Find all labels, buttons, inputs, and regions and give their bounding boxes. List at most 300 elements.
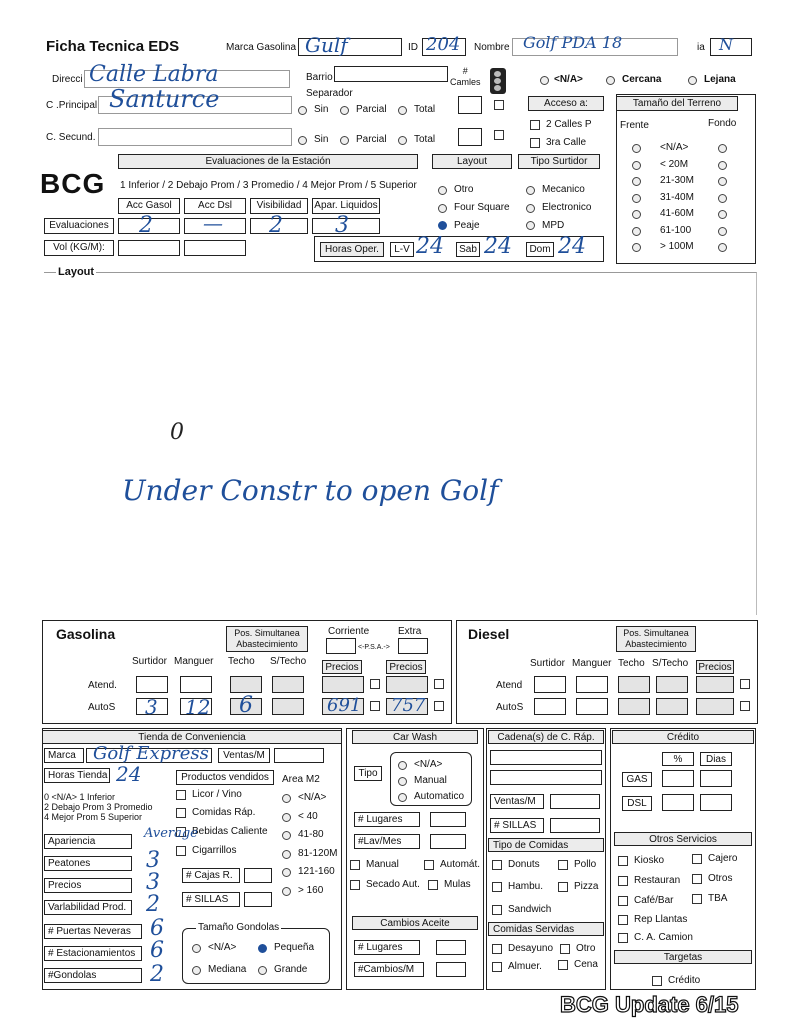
dsl-col-precios: Precios: [696, 660, 734, 674]
col-apar-liquidos: Apar. Liquidos: [312, 198, 380, 214]
tienda-ventas-field[interactable]: [274, 748, 324, 763]
proximity-cercana-radio[interactable]: [606, 76, 615, 85]
rating-peatones-label: Peatones: [44, 856, 132, 871]
frente-label: Frente: [620, 120, 649, 131]
comida-sandwich-label: Sandwich: [508, 904, 552, 915]
gas-atend-extra-check[interactable]: [434, 679, 444, 689]
carwash-secado-check-label: Secado Aut.: [366, 879, 420, 890]
layout-otro-radio[interactable]: [438, 186, 447, 195]
terreno-fondo-radio[interactable]: [718, 227, 727, 236]
carwash-automat-check-label: Automát.: [440, 859, 481, 870]
id-label: ID: [408, 42, 418, 53]
col-acc-dsl: Acc Dsl: [184, 198, 246, 214]
corriente-label: Corriente: [328, 626, 370, 637]
marca-gasolina-value: Gulf: [305, 33, 348, 57]
fondo-label: Fondo: [708, 118, 737, 129]
camiles-field-1[interactable]: [458, 96, 482, 114]
comida-pollo-check[interactable]: [558, 860, 568, 870]
puertas-label: # Puertas Neveras: [44, 924, 142, 939]
layout-area-label: Layout: [58, 266, 95, 278]
dsl-atend-precio[interactable]: [696, 676, 734, 693]
prod-bebidas-label: Bebidas Caliente: [192, 826, 268, 837]
layout-foursquare-label: Four Square: [454, 202, 510, 213]
carwash-manual-radio[interactable]: [398, 777, 407, 786]
lv-label: L-V: [390, 242, 414, 257]
vol-field-2[interactable]: [184, 240, 246, 256]
sep2-total-label: Total: [414, 134, 436, 145]
diesel-title: Diesel: [468, 626, 510, 642]
horas-oper-label: Horas Oper.: [320, 242, 384, 257]
otro-tba-check[interactable]: [692, 894, 702, 904]
productos-label: Productos vendidos: [176, 770, 274, 785]
sep2-sin-label: Sin: [314, 134, 329, 145]
area-m2-option-label: 81-120M: [298, 847, 338, 859]
area-m2-radio[interactable]: [282, 887, 291, 896]
cambios-lugares-field[interactable]: [436, 940, 466, 955]
terreno-fondo-radio[interactable]: [718, 243, 727, 252]
carwash-automat-check[interactable]: [424, 860, 434, 870]
carwash-tipo-label: Tipo: [354, 766, 382, 781]
estacionamientos-label: # Estacionamientos: [44, 946, 142, 961]
sep2-parcial-radio[interactable]: [340, 136, 349, 145]
terreno-frente-radio[interactable]: [632, 210, 641, 219]
gas-atend-surtidor[interactable]: [136, 676, 168, 693]
terreno-option-label: > 100M: [660, 241, 694, 252]
acceso-3racalle-check[interactable]: [530, 138, 540, 148]
form-title: Ficha Tecnica EDS: [46, 38, 180, 55]
terreno-header: Tamaño del Terreno: [616, 96, 738, 111]
id-value: 204: [426, 34, 461, 55]
eval-acc-gasol-value: 2: [139, 213, 153, 238]
otro-otros-label: Otros: [708, 873, 733, 884]
rating-peatones-value: 3: [146, 848, 160, 873]
credito-dsl-label: DSL: [622, 796, 652, 811]
dsl-autos-techo[interactable]: [618, 698, 650, 715]
area-m2-radio[interactable]: [282, 831, 291, 840]
prod-licor-check[interactable]: [176, 790, 186, 800]
surtidor-mecanico-radio[interactable]: [526, 186, 535, 195]
cadena-field-1[interactable]: [490, 750, 602, 765]
evaluaciones-header: Evaluaciones de la Estación: [118, 154, 418, 169]
precio-corriente-value: 691: [327, 695, 362, 716]
camiles-check-2[interactable]: [494, 130, 504, 140]
acceso-2calles-label: 2 Calles P: [546, 119, 592, 130]
otro-cajero-check[interactable]: [692, 854, 702, 864]
bcg-logo: BCG: [40, 168, 106, 199]
carwash-na-label: <N/A>: [414, 759, 443, 770]
tienda-marca-value: Golf Express: [93, 743, 209, 764]
area-m2-radio[interactable]: [282, 850, 291, 859]
otro-tba-label: TBA: [708, 893, 728, 904]
credito-gas-dias[interactable]: [700, 770, 732, 787]
servida-desayuno-check[interactable]: [492, 944, 502, 954]
servida-almuer-label: Almuer.: [508, 961, 542, 972]
otro-cajero-label: Cajero: [708, 853, 738, 864]
gas-atend-label: Atend.: [88, 680, 117, 691]
puertas-value: 6: [150, 916, 164, 941]
rating-variabilidad-label: Varlabilidad Prod.: [44, 900, 132, 915]
proximity-lejana-label: Lejana: [704, 74, 736, 85]
eval-apar-liquidos-field[interactable]: [312, 213, 380, 238]
carwash-header: Car Wash: [352, 730, 478, 744]
comida-pizza-check[interactable]: [558, 882, 568, 892]
precio-extra-value: 757: [391, 695, 426, 716]
gondola-grande-radio[interactable]: [258, 966, 267, 975]
terreno-frente-radio[interactable]: [632, 227, 641, 236]
col-acc-gasol: Acc Gasol: [118, 198, 180, 214]
layout-otro-label: Otro: [454, 184, 474, 195]
terreno-frente-radio[interactable]: [632, 177, 641, 186]
c-principal-label: C .Principal: [46, 100, 98, 111]
cambios-lugares-label: # Lugares: [354, 940, 420, 955]
otro-camion-label: C. A. Camion: [634, 932, 693, 943]
dsl-col-techo: Techo: [618, 658, 645, 669]
carwash-lav-label: #Lav/Mes: [354, 834, 420, 849]
gas-atend-precio-extra[interactable]: [386, 676, 428, 693]
gas-autos-corriente-check[interactable]: [370, 701, 380, 711]
dsl-atend-surtidor[interactable]: [534, 676, 566, 693]
otro-kiosko-label: Kiosko: [634, 855, 665, 866]
otro-rep-llantas-check[interactable]: [618, 915, 628, 925]
credito-gas-pct[interactable]: [662, 770, 694, 787]
terreno-frente-radio[interactable]: [632, 243, 641, 252]
camiles-check-1[interactable]: [494, 100, 504, 110]
dsl-atend-stecho[interactable]: [656, 676, 688, 693]
marca-gasolina-field[interactable]: [298, 33, 402, 57]
vol-label: Vol (KG/M):: [44, 240, 114, 256]
cambios-mes-field[interactable]: [436, 962, 466, 977]
otro-camion-check[interactable]: [618, 933, 628, 943]
lv-value: 24: [416, 234, 444, 259]
servida-otro-check[interactable]: [560, 944, 570, 954]
servida-cena-check[interactable]: [558, 960, 568, 970]
gas-atend-corriente-check[interactable]: [370, 679, 380, 689]
terreno-option-label: 31-40M: [660, 191, 694, 203]
sep2-total-radio[interactable]: [398, 136, 407, 145]
direccion-value: Calle Labra: [89, 62, 219, 87]
terreno-fondo-radio[interactable]: [718, 161, 727, 170]
prod-licor-label: Licor / Vino: [192, 789, 242, 800]
credito-dsl-pct[interactable]: [662, 794, 694, 811]
cajas-label: # Cajas R.: [182, 868, 240, 883]
estacionamientos-value: 6: [150, 938, 164, 963]
terreno-frente-radio[interactable]: [632, 194, 641, 203]
comida-donuts-label: Donuts: [508, 859, 540, 870]
terreno-fondo-radio[interactable]: [718, 210, 727, 219]
separador-label: Separador: [306, 88, 353, 99]
sep1-total-radio[interactable]: [398, 106, 407, 115]
terreno-option-label: < 20M: [660, 158, 689, 170]
cambios-aceite-header: Cambios Aceite: [352, 916, 478, 930]
rating-precios-value: 3: [146, 870, 160, 895]
area-m2-option-label: < 40: [298, 810, 318, 822]
terreno-fondo-radio[interactable]: [718, 144, 727, 153]
sep2-sin-radio[interactable]: [298, 136, 307, 145]
layout-header: Layout: [432, 154, 512, 169]
dsl-atend-label: Atend: [496, 680, 523, 691]
tienda-ventas-label: Ventas/M: [218, 748, 270, 763]
area-m2-radio[interactable]: [282, 794, 291, 803]
dsl-atend-check[interactable]: [740, 679, 750, 689]
comida-hambu-label: Hambu.: [508, 881, 544, 892]
tienda-marca-field[interactable]: [86, 743, 212, 764]
carwash-secado-check[interactable]: [350, 880, 360, 890]
otro-otros-check[interactable]: [692, 874, 702, 884]
otro-kiosko-check[interactable]: [618, 856, 628, 866]
cadena-field-2[interactable]: [490, 770, 602, 785]
cambios-mes-label: #Cambios/M: [354, 962, 424, 977]
gas-autos-extra-check[interactable]: [434, 701, 444, 711]
tienda-scale-3: 4 Mejor Prom 5 Superior: [44, 812, 143, 822]
prod-cigarrillos-check[interactable]: [176, 846, 186, 856]
area-label: ia: [697, 42, 705, 53]
c-secund-label: C. Secund.: [46, 132, 96, 143]
nombre-value: Golf PDA 18: [523, 33, 623, 52]
sep1-parcial-radio[interactable]: [340, 106, 349, 115]
layout-peaje-radio[interactable]: [438, 221, 447, 230]
prod-comidas-check[interactable]: [176, 808, 186, 818]
acceso-3racalle-label: 3ra Calle: [546, 137, 587, 148]
carwash-automatico-radio[interactable]: [398, 793, 407, 802]
otros-servicios-header: Otros Servicios: [614, 832, 752, 846]
horas-tienda-label: Horas Tienda: [44, 768, 110, 783]
credito-header: Crédito: [612, 730, 754, 744]
servida-otro-label: Otro: [576, 943, 596, 954]
dsl-autos-precio[interactable]: [696, 698, 734, 715]
carwash-lav-field[interactable]: [430, 834, 466, 849]
cadenas-ventas-field[interactable]: [550, 794, 600, 809]
gondolas-value: 2: [150, 962, 164, 987]
surtidor-electronico-label: Electronico: [542, 202, 592, 213]
gas-autos-techo[interactable]: [230, 693, 262, 718]
gas-autos-manguer[interactable]: [180, 695, 212, 719]
area-m2-radio[interactable]: [282, 813, 291, 822]
area-m2-option-label: <N/A>: [298, 792, 327, 803]
tienda-header: Tienda de Conveniencia: [42, 730, 342, 744]
area-m2-option-label: > 160: [298, 884, 324, 896]
dsl-atend-manguer[interactable]: [576, 676, 608, 693]
comida-hambu-check[interactable]: [492, 882, 502, 892]
terreno-option-label: 41-60M: [660, 208, 694, 219]
carwash-automatico-label: Automatico: [414, 791, 465, 802]
gondola-mediana-label: Mediana: [208, 964, 247, 975]
terreno-frente-radio[interactable]: [632, 144, 641, 153]
area-value: N: [719, 35, 733, 54]
rating-apariencia-value: Average: [144, 826, 198, 841]
extra-psa-field[interactable]: [398, 638, 428, 654]
gondolas-label: #Gondolas: [44, 968, 142, 983]
vol-field-1[interactable]: [118, 240, 180, 256]
proximity-na-radio[interactable]: [540, 76, 549, 85]
nombre-field[interactable]: [512, 33, 678, 56]
carwash-na-radio[interactable]: [398, 761, 407, 770]
gasolina-pos-label: Pos. Simultanea Abastecimiento: [226, 626, 308, 652]
col-visibilidad: Visibilidad: [250, 198, 308, 214]
area-m2-label: Area M2: [282, 774, 320, 785]
acceso-header: Acceso a:: [528, 96, 604, 111]
c-principal-field[interactable]: [98, 85, 292, 114]
dsl-autos-surtidor[interactable]: [534, 698, 566, 715]
proximity-lejana-radio[interactable]: [688, 76, 697, 85]
gas-autos-label: AutoS: [88, 702, 116, 713]
sep1-sin-radio[interactable]: [298, 106, 307, 115]
tipo-surtidor-header: Tipo Surtidor: [518, 154, 600, 169]
gas-autos-precio-extra[interactable]: [386, 695, 428, 716]
gas-autos-surtidor[interactable]: [136, 695, 168, 719]
credito-pct-label: %: [662, 752, 694, 766]
barrio-field[interactable]: [334, 66, 448, 82]
carwash-mulas-check-label: Mulas: [444, 879, 471, 890]
gondola-pequena-radio[interactable]: [258, 944, 267, 953]
sep1-sin-label: Sin: [314, 104, 329, 115]
corriente-psa-field[interactable]: [326, 638, 356, 654]
layout-peaje-label: Peaje: [454, 220, 480, 231]
eval-acc-gasol-field[interactable]: [118, 213, 180, 238]
prod-cigarrillos-label: Cigarrillos: [192, 845, 237, 856]
dom-label: Dom: [526, 242, 554, 257]
evaluaciones-scale: 1 Inferior / 2 Debajo Prom / 3 Promedio / 4 Mejor Prom / 5 Superior: [120, 180, 417, 191]
credito-tarjeta-label: Crédito: [668, 975, 701, 986]
sab-value: 24: [484, 234, 512, 259]
gas-atend-manguer[interactable]: [180, 676, 212, 693]
cadenas-header: Cadena(s) de C. Ráp.: [488, 730, 604, 744]
layout-foursquare-radio[interactable]: [438, 204, 447, 213]
dsl-autos-manguer[interactable]: [576, 698, 608, 715]
carwash-mulas-check[interactable]: [428, 880, 438, 890]
eval-acc-dsl-field[interactable]: [184, 211, 246, 235]
gas-precios-corriente-label: Precios: [322, 660, 362, 674]
dsl-col-stecho: S/Techo: [652, 658, 689, 669]
acceso-2calles-check[interactable]: [530, 120, 540, 130]
dsl-atend-techo[interactable]: [618, 676, 650, 693]
credito-dsl-dias[interactable]: [700, 794, 732, 811]
rating-precios-label: Precios: [44, 878, 132, 893]
eval-acc-dsl-value: —: [203, 211, 223, 235]
gas-autos-stecho[interactable]: [272, 698, 304, 715]
targetas-header: Targetas: [614, 950, 752, 964]
cajas-field[interactable]: [244, 868, 272, 883]
layout-note: Under Constr to open Golf: [122, 474, 499, 507]
terreno-fondo-radio[interactable]: [718, 194, 727, 203]
gondola-mediana-radio[interactable]: [192, 966, 201, 975]
bcg-update-label: BCG Update 6/15: [560, 992, 739, 1017]
c-principal-value: Santurce: [109, 85, 220, 113]
dsl-autos-stecho[interactable]: [656, 698, 688, 715]
terreno-option-label: 21-30M: [660, 175, 694, 186]
gas-autos-surtidor-value: 3: [145, 695, 158, 719]
gas-autos-techo-value: 6: [239, 693, 253, 718]
servida-cena-label: Cena: [574, 959, 598, 970]
evaluaciones-row-label: Evaluaciones: [44, 218, 114, 234]
cadenas-ventas-label: Ventas/M: [490, 794, 544, 809]
layout-area: [44, 272, 757, 615]
gas-col-stecho: S/Techo: [270, 656, 307, 667]
gas-autos-manguer-value: 12: [185, 695, 211, 719]
otro-restauran-label: Restauran: [634, 875, 681, 886]
dsl-col-manguer: Manguer: [572, 658, 612, 669]
comida-pizza-label: Pizza: [574, 881, 599, 892]
dsl-autos-check[interactable]: [740, 701, 750, 711]
area-m2-option-label: 41-80: [298, 829, 324, 840]
barrio-label: Barrio: [306, 72, 333, 83]
nombre-label: Nombre: [474, 42, 510, 53]
surtidor-electronico-radio[interactable]: [526, 204, 535, 213]
gondola-na-radio[interactable]: [192, 944, 201, 953]
sep2-parcial-label: Parcial: [356, 134, 387, 145]
marca-gasolina-label: Marca Gasolina: [226, 42, 297, 53]
eval-visibilidad-field[interactable]: [250, 213, 308, 238]
terreno-option-label: 61-100: [660, 224, 692, 236]
carwash-manual-check[interactable]: [350, 860, 360, 870]
tienda-sillas-label: # SILLAS: [182, 892, 240, 907]
terreno-frente-radio[interactable]: [632, 161, 641, 170]
eval-apar-liquidos-value: 3: [335, 213, 349, 238]
layout-note-zero: 0: [170, 420, 184, 445]
traffic-light-icon: [490, 68, 506, 94]
proximity-cercana-label: Cercana: [622, 74, 662, 85]
psa-label: <-P.S.A.->: [358, 644, 390, 651]
servida-almuer-check[interactable]: [492, 962, 502, 972]
terreno-fondo-radio[interactable]: [718, 177, 727, 186]
otro-restauran-check[interactable]: [618, 876, 628, 886]
carwash-lugares-field[interactable]: [430, 812, 466, 827]
dsl-autos-label: AutoS: [496, 702, 524, 713]
tamano-gondolas-frame: [182, 928, 330, 984]
surtidor-mpd-radio[interactable]: [526, 221, 535, 230]
credito-tarjeta-check[interactable]: [652, 976, 662, 986]
gas-atend-precio-corriente[interactable]: [322, 676, 364, 693]
otro-cafebar-check[interactable]: [618, 896, 628, 906]
area-field[interactable]: [710, 35, 752, 56]
horas-tienda-value: 24: [116, 762, 142, 786]
comida-sandwich-check[interactable]: [492, 905, 502, 915]
proximity-na-label: <N/A>: [554, 74, 583, 85]
diesel-pos-label: Pos. Simultanea Abastecimiento: [616, 626, 696, 652]
gas-autos-precio-corriente[interactable]: [322, 695, 364, 716]
sep1-total-label: Total: [414, 104, 436, 115]
gas-col-manguer: Manguer: [174, 656, 214, 667]
id-field[interactable]: [422, 34, 466, 56]
gas-atend-techo[interactable]: [230, 676, 262, 693]
rating-variabilidad-value: 2: [146, 892, 160, 917]
camiles-field-2[interactable]: [458, 128, 482, 146]
servida-desayuno-label: Desayuno: [508, 943, 554, 954]
cadenas-sillas-label: # SILLAS: [490, 818, 544, 833]
gasolina-title: Gasolina: [56, 626, 116, 642]
credito-gas-label: GAS: [622, 772, 652, 787]
prod-comidas-label: Comidas Ráp.: [192, 807, 256, 818]
c-secund-field[interactable]: [98, 128, 292, 146]
eval-visibilidad-value: 2: [269, 213, 283, 238]
tienda-scale-2: 2 Debajo Prom 3 Promedio: [44, 802, 153, 812]
comida-donuts-check[interactable]: [492, 860, 502, 870]
area-m2-radio[interactable]: [282, 868, 291, 877]
gas-col-techo: Techo: [228, 656, 255, 667]
gondola-grande-label: Grande: [274, 964, 308, 975]
tipo-comidas-header: Tipo de Comidas: [488, 838, 604, 852]
extra-label: Extra: [398, 626, 422, 637]
gas-col-surtidor: Surtidor: [132, 656, 168, 667]
surtidor-mecanico-label: Mecanico: [542, 184, 585, 195]
cadenas-sillas-field[interactable]: [550, 818, 600, 833]
carwash-lugares-label: # Lugares: [354, 812, 420, 827]
terreno-option-label: <N/A>: [660, 142, 689, 153]
gondola-pequena-label: Pequeña: [274, 942, 315, 953]
gas-atend-stecho[interactable]: [272, 676, 304, 693]
tienda-sillas-field[interactable]: [244, 892, 272, 907]
credito-dias-label: Dias: [700, 752, 732, 766]
carwash-manual-check-label: Manual: [366, 859, 399, 870]
